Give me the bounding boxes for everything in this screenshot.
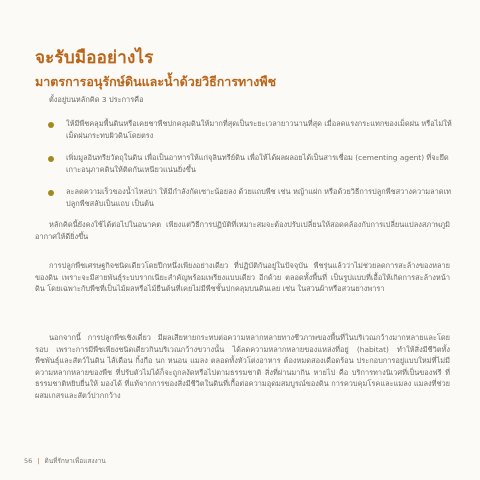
bullet-dot-icon xyxy=(48,190,54,196)
section-subtitle: มาตรการอนุรักษ์ดินและน้ำด้วยวิธีการทางพืช xyxy=(35,74,277,89)
paragraph-3 xyxy=(35,332,450,402)
paragraph-text: หลักคิดนี้ยังคงใช้ได้ต่อไปในอนาคต เพียงแต่วิธีการปฏิบัติที่เหมาะสมจะต้องปรับเปลี่ยนให้สอดคล้องกับการเปลี่ยนแปลงสภาพภูมิอากาศให้ดียิ่งขึ้น xyxy=(35,220,450,241)
bullet-text: เพิ่มมูลอินทรียวัตถุในดิน เพื่อเป็นอาหารให้แก่จุลินทรีย์ดิน เพื่อให้ได้ผลผลอยได้เป็นสารเชื่อม (cementing agent) ที่จะยึดเกาะอนุภาคดินให้ติดกันเหนียวแน่นยิ่งขึ้น xyxy=(66,153,449,174)
intro-text: ตั้งอยู่บนหลักคิด 3 ประการคือ xyxy=(49,95,144,104)
bullet-dot-icon xyxy=(48,122,54,128)
paragraph-text: การปลูกพืชเศรษฐกิจชนิดเดียวโดยปีกหนึ่งเพียงอย่างเดียว ที่ปฏิบัติกันอยู่ในปัจจุบัน พืชรุ่นแล้วว่าไม่ช่วยลดการสะล้างของหลายของดิน เพราะจะมีสายพันธุ์ระบบรากเนียะสำคัญพร้อมเพรียงแบบเดียว อีกด้วย ตลอดทั้งพื้นที่ เป็นรูปแบบที่เอื้อให้เกิดการสะล้างหน้าดิน โดยเฉพาะกับพืชที่เป็นไม้ผลหรือไม้ยืนต้นที่เคยไม่มีพืชชั้นปกคลุมบนดินเลย เช่น ในสวนผ้าหรือสวนยางพารา xyxy=(35,261,450,294)
bullet-text: ละลดความเร็วของน้ำไหลบ่า ให้มีกำลังกัดเซาะน้อยลง ด้วยแถบพืช เช่น หญ้าแฝก หรือด้วยวิธีการปลูกพืชสวางความลาดเท ปลูกพืชสลับเป็นแถบ เป็นต้น xyxy=(66,187,451,208)
bullet-dot-icon xyxy=(48,156,54,162)
page-footer xyxy=(24,456,106,466)
page-number: 56 xyxy=(24,457,33,465)
paragraph-text: นอกจากนี้ การปลูกพืชเชิงเดี่ยว มีผลเสียหายกระทบต่อความหลากหลายทางชีวภาพของพื้นที่ในบริเวณกว้างมากหลายและโดยรอบ เพราะการมีพืชเพียงชนิดเดียวกินบริเวณกว้างขวางนั้น ได้ลดความหลากหลายของแหล่งที่อยู่ (habitat) ทำให้สิ่งมีชีวิตทั้งพืชพันธุ์และสัตว์ในดิน ไส้เดือน กิ้งกือ นก หนอน แมลง ตลอดทั้งหัวโต่งอาหาร ต้องหมดสองเดือดร้อน ประกอบการอยู่แบบใหม่ที่ไม่มีความหลากหลายของพืช ที่ปรับตัวไม่ได้ก็จะถูกลงัดหรือไปตามธรรมชาติ สิ่งที่ผ่านมากิน หายไป คือ บริการทางนิเวศที่เป็นของฟรี ที่ธรรมชาติหยิบยื่นให้ มองได้ ที่แท้จากการของสิ่งมีชีวิตในดินที่เกื้อต่อความอุดมสมบูรณ์ของดิน การควบคุมโรคและแมลง แมลงที่ช่วยผสมเกสรและสัตว์ปากกว้าง xyxy=(35,333,450,400)
footer-separator: | xyxy=(37,457,40,465)
page-title: จะรับมืออย่างไร xyxy=(35,48,154,68)
paragraph-2 xyxy=(35,260,450,295)
bullet-text: ให้มีพืชคลุมพื้นดินหรือเคยชาพืชปกคลุมดินให้มากที่สุดเป็นระยะเวลายาวนานที่สุด เมื่อลดแรงกระแทกของเม็ดฝน หรือไม่ให้เม็ดฝนกระทบผิวดินโดยตรง xyxy=(66,119,452,140)
footer-section-title: ดินที่รักษาเพื่อแสงงาน xyxy=(44,457,106,465)
paragraph-1 xyxy=(35,219,450,242)
